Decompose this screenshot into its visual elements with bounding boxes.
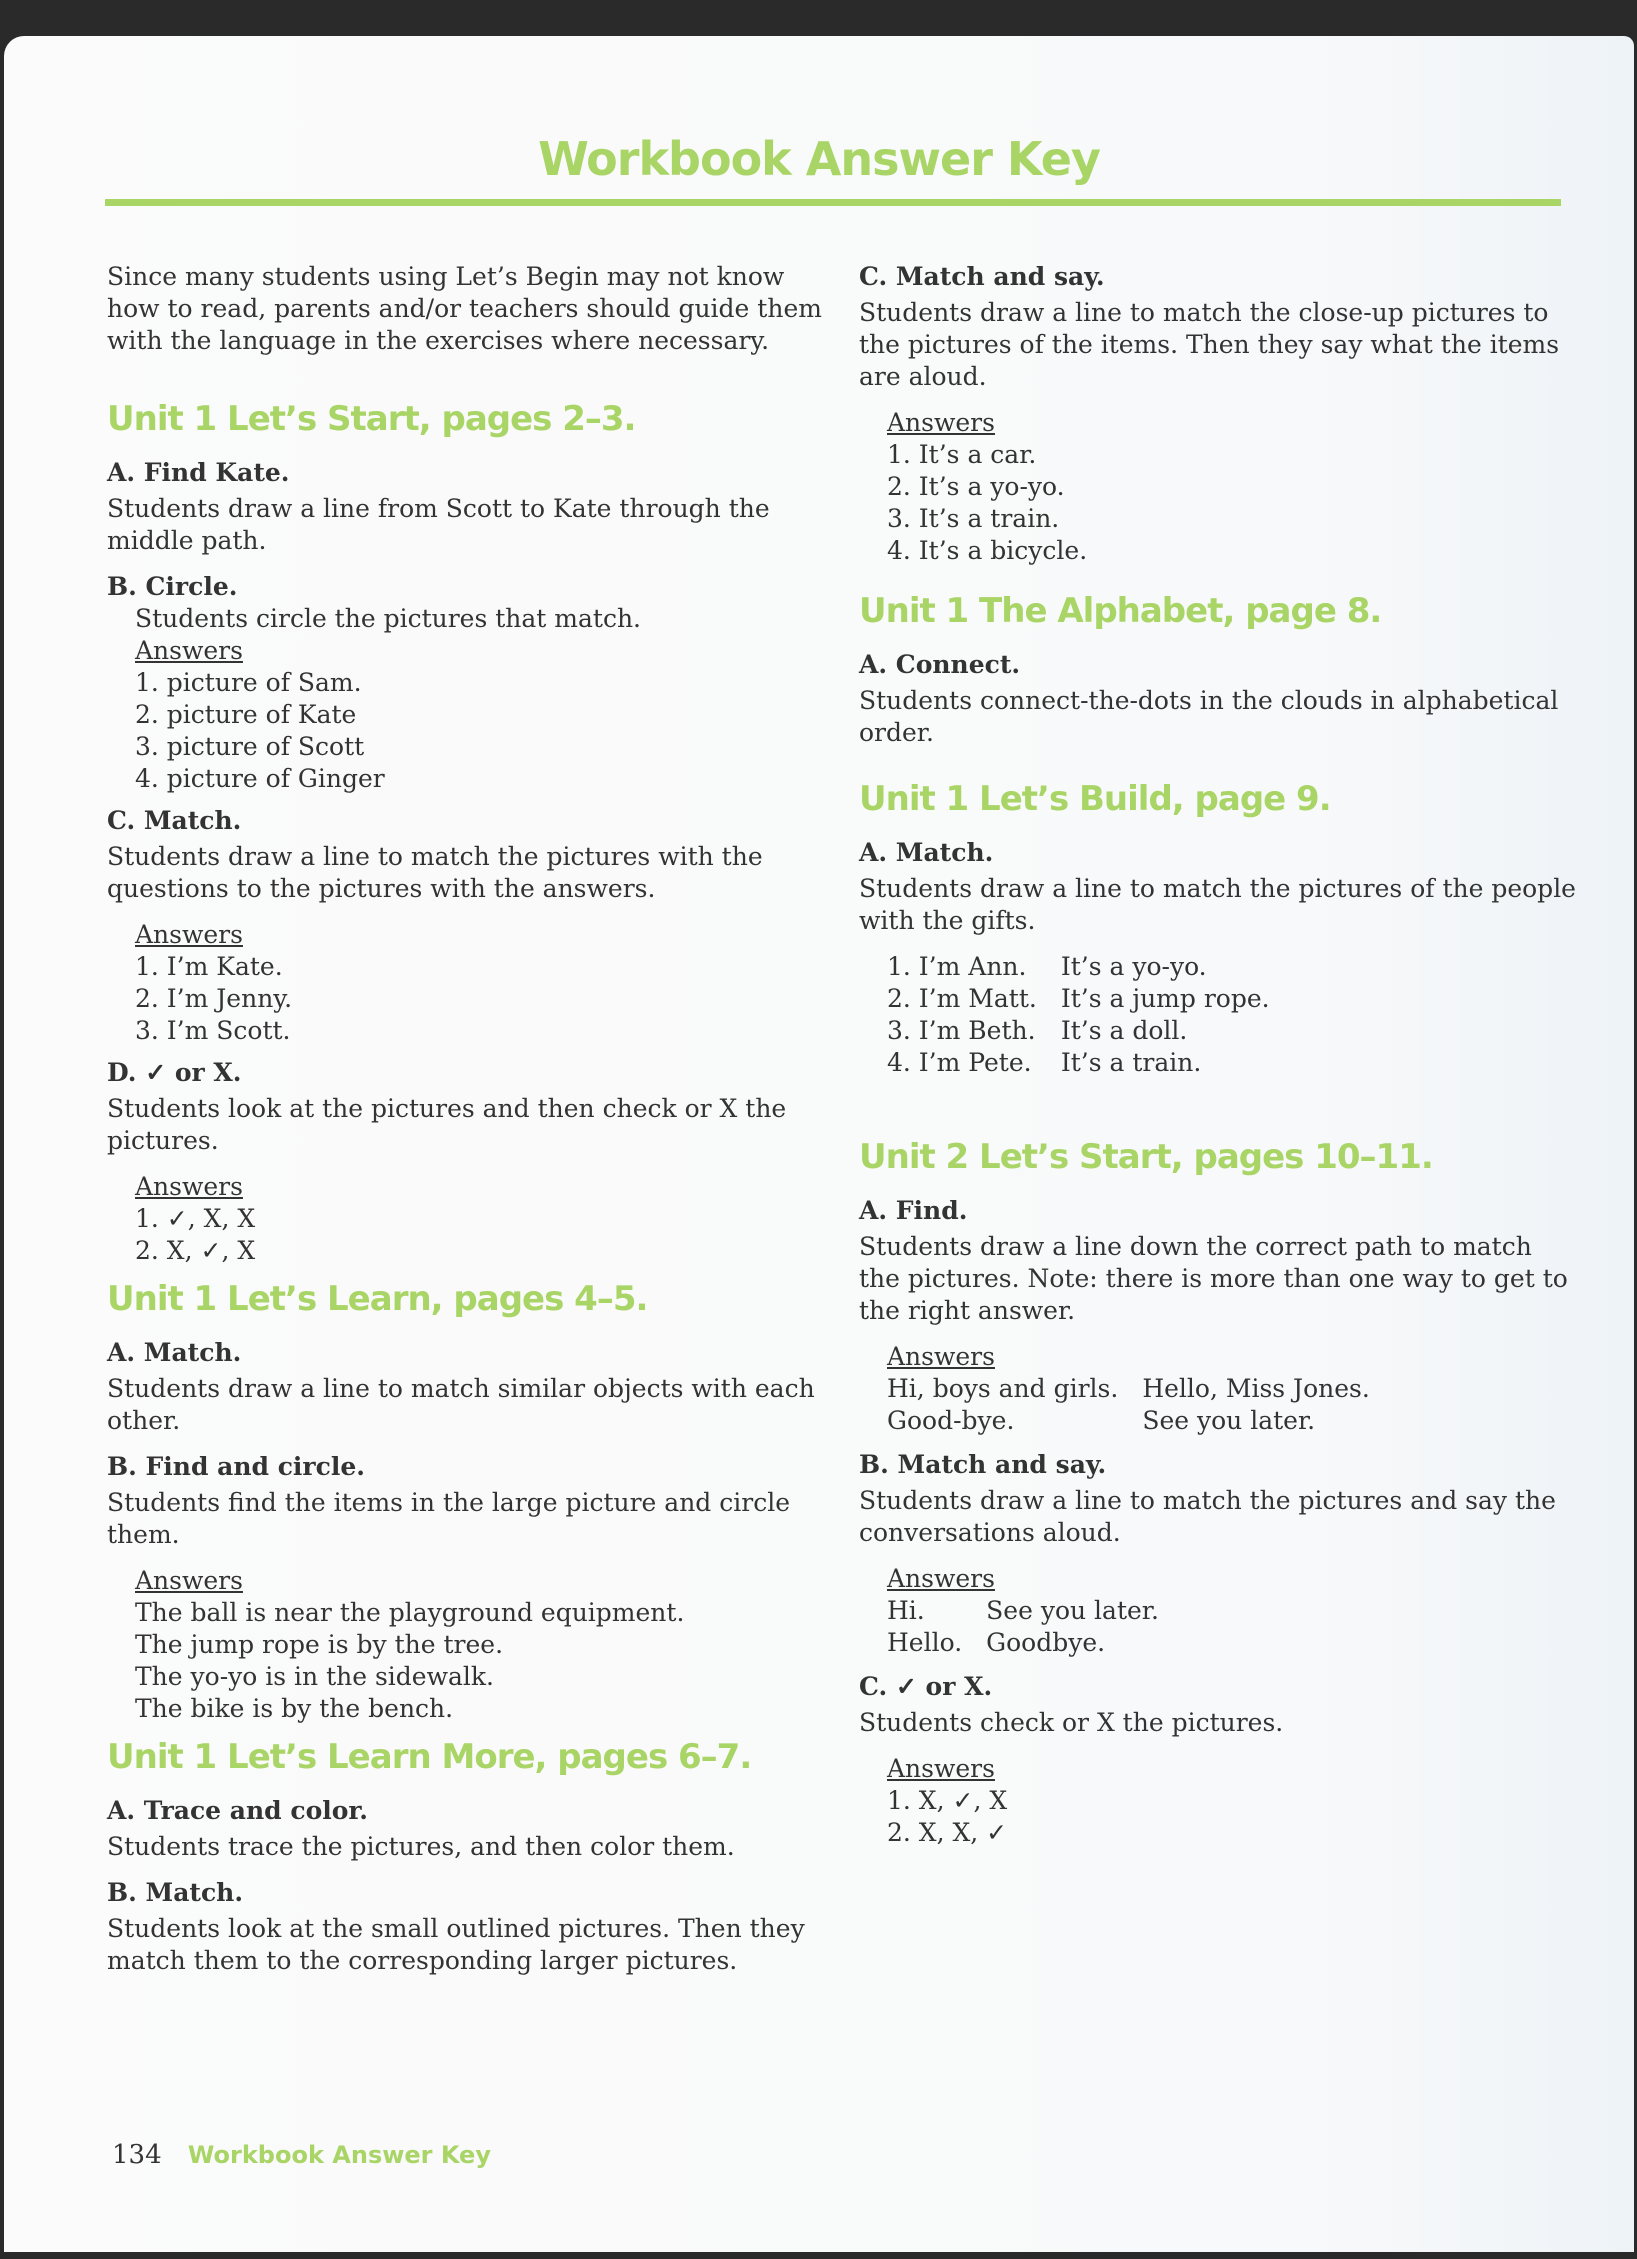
exercise-desc: Students draw a line to match similar objects with each other. <box>107 1374 815 1435</box>
answer-item: 1. It’s a car. <box>887 440 1037 469</box>
exercise-title: B. Match. <box>107 1878 244 1907</box>
table-cell: Hi, boys and girls. <box>887 1374 1119 1403</box>
answer-item: The yo-yo is in the sidewalk. <box>135 1662 494 1691</box>
answer-item: 2. I’m Jenny. <box>135 984 293 1013</box>
table-cell: See you later. <box>1142 1406 1316 1435</box>
exercise-title: D. ✓ or X. <box>107 1058 242 1087</box>
table-cell: 4. I’m Pete. <box>887 1048 1032 1077</box>
unit-heading: Unit 1 The Alphabet, page 8. <box>859 591 1382 631</box>
table-cell: 3. I’m Beth. <box>887 1016 1036 1045</box>
answers-block <box>135 1171 827 1267</box>
table-cell: Hello, Miss Jones. <box>1142 1374 1370 1403</box>
intro-text: Since many students using Let’s Begin may not know how to read, parents and/or teachers should guide them with the language in the exercises where necessary. <box>107 262 822 355</box>
table-cell: Good-bye. <box>887 1406 1015 1435</box>
answer-item: The jump rope is by the tree. <box>135 1630 504 1659</box>
table-row <box>887 1047 1294 1079</box>
table-row <box>887 983 1294 1015</box>
answer-item: 1. ✓, X, X <box>135 1204 256 1233</box>
page-number: 134 <box>112 2140 162 2170</box>
answers-label: Answers <box>887 1564 995 1593</box>
exercise-title: B. Match and say. <box>859 1450 1107 1479</box>
answers-label: Answers <box>135 636 243 665</box>
exercise-title: A. Connect. <box>859 650 1021 679</box>
answers-block <box>135 919 827 1047</box>
answer-item: 3. It’s a train. <box>887 504 1060 533</box>
exercise-desc: Students circle the pictures that match. <box>135 604 641 633</box>
exercise-desc: Students draw a line to match the pictures of the people with the gifts. <box>859 874 1576 935</box>
answer-item: 1. X, ✓, X <box>887 1786 1008 1815</box>
table-row <box>887 1015 1294 1047</box>
answer-item: 3. picture of Scott <box>135 732 365 761</box>
answers-block <box>887 1753 1579 1849</box>
answers-label: Answers <box>887 1754 995 1783</box>
answers-label: Answers <box>135 1172 243 1201</box>
page-footer <box>112 2140 491 2170</box>
table-row <box>887 1373 1394 1405</box>
exercise-desc: Students look at the pictures and then check or X the pictures. <box>107 1094 787 1155</box>
exercise-desc: Students draw a line to match the pictures with the questions to the pictures with the answers. <box>107 842 763 903</box>
table-cell: It’s a doll. <box>1060 1016 1188 1045</box>
table-row <box>887 1627 1183 1659</box>
exercise-title: B. Find and circle. <box>107 1452 365 1481</box>
exercise-title: A. Trace and color. <box>107 1796 368 1825</box>
exercise-title: B. Circle. <box>107 572 238 601</box>
exercise-desc: Students look at the small outlined pictures. Then they match them to the corresponding larger pictures. <box>107 1914 805 1975</box>
table-cell: Hello. <box>887 1628 963 1657</box>
exercise-desc: Students draw a line down the correct path to match the pictures. Note: there is more than one way to get to the right answer. <box>859 1232 1568 1325</box>
exercise-desc: Students check or X the pictures. <box>859 1708 1284 1737</box>
table-row <box>887 1595 1183 1627</box>
title-rule <box>105 199 1561 206</box>
exercise-title: A. Match. <box>859 838 994 867</box>
right-column <box>859 261 1579 1859</box>
answer-item: 2. picture of Kate <box>135 700 357 729</box>
table-cell: It’s a train. <box>1060 1048 1202 1077</box>
exercise-desc: Students trace the pictures, and then color them. <box>107 1832 735 1861</box>
table-cell: It’s a yo-yo. <box>1060 952 1207 981</box>
answers-table <box>887 1595 1183 1659</box>
exercise-title: A. Match. <box>107 1338 242 1367</box>
answers-block <box>887 407 1579 567</box>
table-cell: See you later. <box>986 1596 1159 1625</box>
answer-item: The bike is by the bench. <box>135 1694 454 1723</box>
table-cell: Hi. <box>887 1596 925 1625</box>
answers-block <box>887 1341 1579 1373</box>
answer-item: 2. X, X, ✓ <box>887 1818 1008 1847</box>
unit-heading: Unit 1 Let’s Build, page 9. <box>859 779 1331 819</box>
table-row <box>887 1405 1394 1437</box>
unit-heading: Unit 1 Let’s Learn More, pages 6–7. <box>107 1737 752 1777</box>
table-cell: Goodbye. <box>986 1628 1106 1657</box>
answers-table <box>887 1373 1394 1437</box>
answers-block <box>135 603 827 795</box>
answers-block <box>887 1563 1579 1595</box>
unit-heading: Unit 2 Let’s Start, pages 10–11. <box>859 1137 1433 1177</box>
exercise-desc: Students connect-the-dots in the clouds in alphabetical order. <box>859 686 1559 747</box>
exercise-title: A. Find Kate. <box>107 458 290 487</box>
exercise-title: A. Find. <box>859 1196 968 1225</box>
table-cell: It’s a jump rope. <box>1060 984 1270 1013</box>
exercise-title: C. Match. <box>107 806 242 835</box>
answers-table <box>887 951 1294 1079</box>
page <box>4 36 1634 2252</box>
answers-label: Answers <box>135 920 243 949</box>
answers-label: Answers <box>887 408 995 437</box>
left-column <box>107 261 827 1991</box>
unit-heading: Unit 1 Let’s Learn, pages 4–5. <box>107 1279 648 1319</box>
exercise-desc: Students find the items in the large picture and circle them. <box>107 1488 790 1549</box>
exercise-title: C. Match and say. <box>859 262 1105 291</box>
answer-item: 3. I’m Scott. <box>135 1016 291 1045</box>
exercise-desc: Students draw a line from Scott to Kate through the middle path. <box>107 494 770 555</box>
answers-block <box>135 1565 827 1725</box>
answer-item: 2. It’s a yo-yo. <box>887 472 1065 501</box>
table-cell: 1. I’m Ann. <box>887 952 1027 981</box>
answer-item: 4. It’s a bicycle. <box>887 536 1088 565</box>
answer-item: 4. picture of Ginger <box>135 764 385 793</box>
exercise-desc: Students draw a line to match the close-up pictures to the pictures of the items. Then they say what the items are aloud. <box>859 298 1560 391</box>
table-row <box>887 951 1294 983</box>
answer-item: 2. X, ✓, X <box>135 1236 256 1265</box>
table-cell: 2. I’m Matt. <box>887 984 1037 1013</box>
page-title: Workbook Answer Key <box>538 132 1100 186</box>
answer-item: The ball is near the playground equipment. <box>135 1598 685 1627</box>
exercise-desc: Students draw a line to match the pictures and say the conversations aloud. <box>859 1486 1556 1547</box>
answer-item: 1. I’m Kate. <box>135 952 283 981</box>
answers-label: Answers <box>887 1342 995 1371</box>
answers-label: Answers <box>135 1566 243 1595</box>
answer-item: 1. picture of Sam. <box>135 668 362 697</box>
footer-label: Workbook Answer Key <box>187 2141 491 2169</box>
exercise-title: C. ✓ or X. <box>859 1672 993 1701</box>
unit-heading: Unit 1 Let’s Start, pages 2–3. <box>107 399 636 439</box>
